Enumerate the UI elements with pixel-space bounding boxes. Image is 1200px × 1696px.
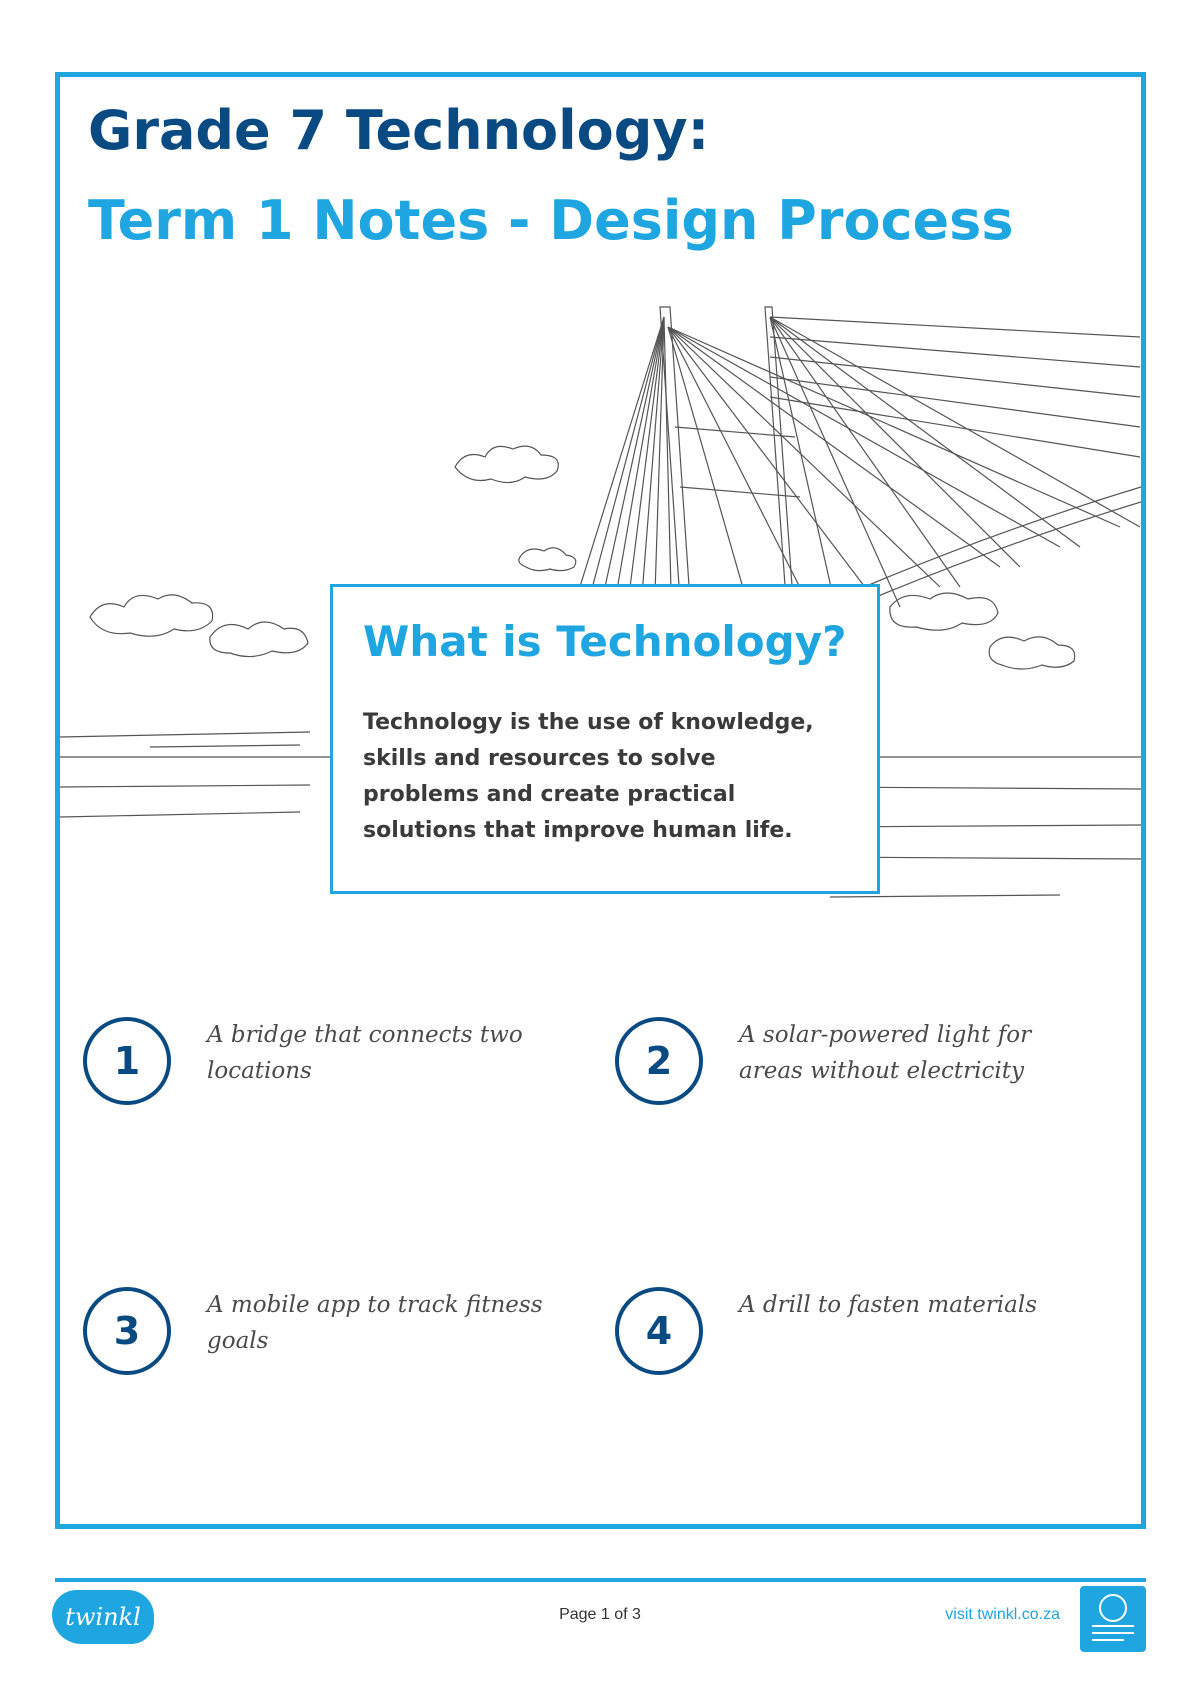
example-text: A solar-powered light for areas without electricity [739, 1022, 1032, 1084]
logo-text: twinkl [65, 1603, 141, 1631]
page-subtitle: Term 1 Notes - Design Process [88, 189, 1014, 252]
page-number: Page 1 of 3 [559, 1606, 641, 1623]
example-item [83, 1287, 583, 1397]
site-link[interactable]: visit twinkl.co.za [945, 1606, 1060, 1623]
example-number: 1 [83, 1017, 171, 1105]
example-text: A bridge that connects two locations [207, 1022, 523, 1084]
example-item [615, 1017, 1115, 1127]
definition-box [330, 584, 880, 894]
example-text: A mobile app to track fitness goals [207, 1292, 543, 1354]
page-frame [55, 72, 1146, 1529]
definition-heading: What is Technology? [363, 617, 847, 666]
badge-graphic [1080, 1586, 1146, 1652]
twinkl-logo[interactable] [52, 1590, 154, 1644]
definition-text: Technology is the use of knowledge, skills and resources to solve problems and create practical solutions that improve human life. [363, 710, 814, 843]
footer-divider [55, 1578, 1146, 1582]
example-text: A drill to fasten materials [739, 1292, 1038, 1318]
example-item [83, 1017, 583, 1127]
example-item [615, 1287, 1115, 1397]
example-number: 3 [83, 1287, 171, 1375]
example-number: 2 [615, 1017, 703, 1105]
page-title: Grade 7 Technology: [88, 99, 710, 162]
quality-badge-icon [1080, 1586, 1146, 1652]
example-number: 4 [615, 1287, 703, 1375]
